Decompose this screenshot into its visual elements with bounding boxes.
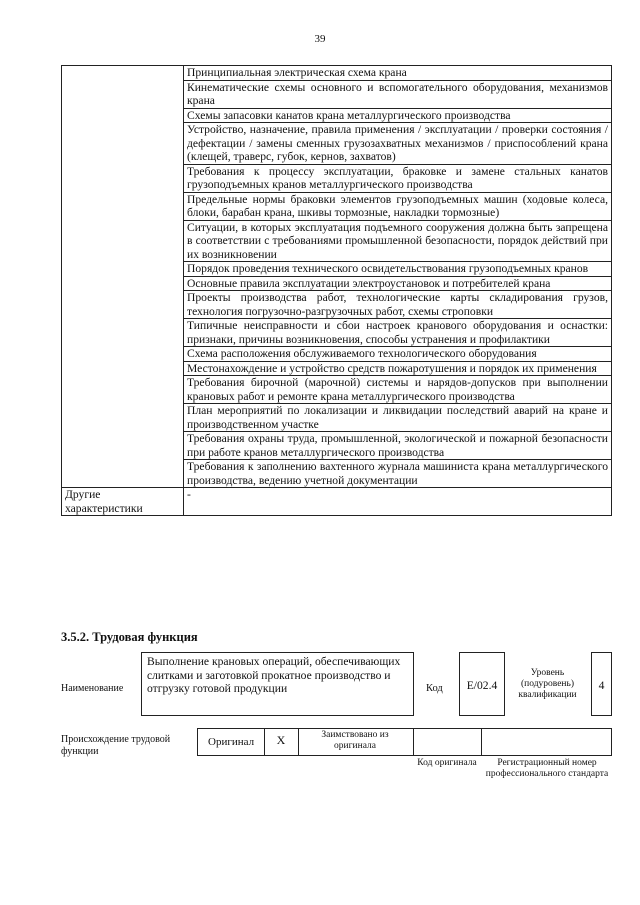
table-row: [62, 66, 612, 81]
left-empty-cell: [62, 66, 184, 488]
code-label: Код: [426, 683, 443, 694]
knowledge-item: Предельные нормы браковки элементов грузоподъемных машин (ходовые колеса, блоки, барабан крана, шкивы тормозные, накладки тормозные): [184, 192, 612, 220]
knowledge-table: [61, 65, 612, 516]
other-characteristics-label: Другие характеристики: [62, 488, 184, 516]
level-value: 4: [598, 679, 605, 692]
other-characteristics-value: -: [184, 488, 612, 516]
level-label: Уровень (подуровень) квалификации: [518, 668, 577, 700]
knowledge-item: Типичные неисправности и сбои настроек кранового оборудования и оснастки: признаки, причины возникновения, способы устранения и профилактики: [184, 319, 612, 347]
knowledge-item: Требования бирочной (марочной) системы и нарядов-допусков при выполнении крановых работ и ремонте крана металлургического производства: [184, 376, 612, 404]
original-mark: X: [276, 733, 286, 747]
code-value: E/02.4: [466, 679, 498, 692]
name-box: [141, 652, 414, 716]
knowledge-item: Порядок проведения технического освидетельствования грузоподъемных кранов: [184, 262, 612, 277]
knowledge-item: Схемы запасовки канатов крана металлургического производства: [184, 108, 612, 123]
knowledge-item: Требования охраны труда, промышленной, экологической и пожарной безопасности при работе кранов металлургического производства: [184, 432, 612, 460]
knowledge-item: Требования к процессу эксплуатации, браковке и замене стальных канатов грузоподъемных кранов металлургического производства: [184, 164, 612, 192]
name-value: Выполнение крановых операций, обеспечивающих слитками и заготовкой прокатное производство и отгрузку готовой продукции: [147, 655, 401, 695]
level-box: [591, 652, 612, 716]
knowledge-item: Местонахождение и устройство средств пожаротушения и порядок их применения: [184, 361, 612, 376]
knowledge-item: Проекты производства работ, технологические карты складирования грузов, технология погрузочно-разгрузочных работ, схемы строповки: [184, 291, 612, 319]
knowledge-item: План мероприятий по локализации и ликвидации последствий аварий на кране и производственном участке: [184, 404, 612, 432]
reg-number-caption: Регистрационный номер профессионального стандарта: [485, 758, 609, 779]
borrowed-label: Заимствовано из оригинала: [321, 730, 389, 751]
knowledge-item: Устройство, назначение, правила применения / эксплуатации / проверки состояния / дефектации / замены сменных грузозахватных механизмов / приспособлений крана (клещей, траверс, губок, кернов, захватов): [184, 123, 612, 165]
table-row: [62, 488, 612, 516]
name-label: Наименование: [61, 683, 124, 694]
original-label: Оригинал: [208, 736, 255, 748]
knowledge-item: Ситуации, в которых эксплуатация подъемного сооружения должна быть запрещена в соответствии с требованиями промышленной безопасности, порядок действий при их возникновении: [184, 220, 612, 262]
knowledge-item: Основные правила эксплуатации электроустановок и потребителей крана: [184, 276, 612, 291]
knowledge-item: Кинематические схемы основного и вспомогательного оборудования, механизмов крана: [184, 80, 612, 108]
knowledge-item: Принципиальная электрическая схема крана: [184, 66, 612, 81]
knowledge-item: Схема расположения обслуживаемого технологического оборудования: [184, 347, 612, 362]
knowledge-item: Требования к заполнению вахтенного журнала машиниста крана металлургического производства, ведению учетной документации: [184, 460, 612, 488]
origin-label: Происхождение трудовой функции: [61, 734, 171, 757]
code-box: [459, 652, 505, 716]
code-original-caption: Код оригинала: [417, 758, 477, 768]
section-title: 3.5.2. Трудовая функция: [61, 630, 198, 644]
page-number: 39: [314, 33, 326, 45]
